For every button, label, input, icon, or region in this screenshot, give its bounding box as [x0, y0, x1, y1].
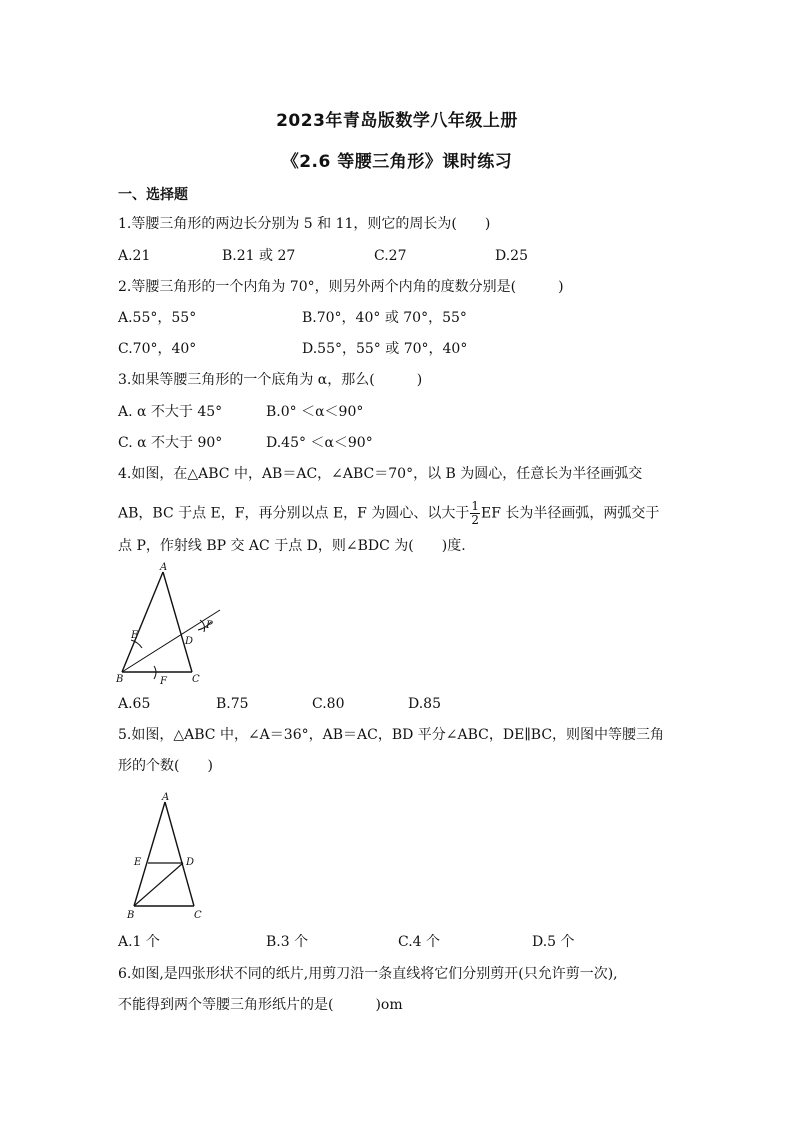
page-subtitle: 《2.6 等腰三角形》课时练习 — [281, 152, 513, 172]
fraction-numerator: 1 — [471, 499, 479, 513]
question-5-stem-line1: 5.如图，△ABC 中，∠A＝36°，AB＝AC，BD 平分∠ABC，DE∥BC，则图中等腰三角 — [118, 727, 665, 743]
q3-option-d: D.45° ＜α＜90° — [266, 435, 373, 451]
q4-triangle-figure — [114, 560, 226, 688]
label-e: E — [134, 857, 142, 868]
q4-line2-part1: AB，BC 于点 E，F，再分别以点 E，F 为圆心、以大于 — [118, 505, 470, 522]
label-b: B — [116, 674, 124, 685]
question-5-stem-line2: 形的个数( ) — [118, 758, 213, 774]
question-6-stem-line2: 不能得到两个等腰三角形纸片的是( )om — [118, 997, 403, 1013]
q3-option-b: B.0° ＜α＜90° — [266, 404, 364, 420]
section-heading: 一、选择题 — [118, 187, 188, 203]
question-1-stem: 1.等腰三角形的两边长分别为 5 和 11，则它的周长为( ) — [118, 216, 491, 232]
q4-line2-part2: EF 长为半径画弧，两弧交于 — [480, 505, 660, 522]
side-ac — [163, 572, 192, 672]
side-ab — [134, 802, 165, 906]
side-ac — [165, 802, 194, 906]
question-4-stem-line2 — [118, 500, 659, 527]
q1-option-d: D.25 — [495, 248, 528, 264]
label-e: E — [131, 630, 139, 641]
label-a: A — [162, 792, 170, 803]
q4-option-b: B.75 — [216, 696, 249, 712]
fraction-one-half — [470, 500, 480, 527]
label-d: D — [185, 636, 194, 647]
q5-option-b: B.3 个 — [266, 934, 309, 950]
q5-option-a: A.1 个 — [118, 934, 160, 950]
question-3-stem: 3.如果等腰三角形的一个底角为 α，那么( ) — [118, 372, 423, 388]
q4-option-d: D.85 — [408, 696, 441, 712]
q2-option-c: C.70°，40° — [118, 341, 197, 357]
fraction-denominator: 2 — [471, 513, 479, 527]
label-a: A — [160, 562, 168, 573]
label-p: P — [206, 620, 213, 631]
question-4-stem-line3: 点 P，作射线 BP 交 AC 于点 D，则∠BDC 为( )度. — [118, 538, 466, 554]
q2-option-b: B.70°，40° 或 70°，55° — [302, 310, 467, 326]
question-6-stem-line1: 6.如图,是四张形状不同的纸片,用剪刀沿一条直线将它们分别剪开(只允许剪一次), — [118, 966, 618, 982]
q5-option-c: C.4 个 — [398, 934, 441, 950]
q2-option-a: A.55°，55° — [118, 310, 197, 326]
question-2-stem: 2.等腰三角形的一个内角为 70°，则另外两个内角的度数分别是( ) — [118, 279, 564, 295]
q4-option-c: C.80 — [312, 696, 345, 712]
label-f: F — [160, 676, 167, 687]
q5-triangle-figure — [124, 790, 210, 920]
question-4-stem-line1: 4.如图，在△ABC 中，AB＝AC，∠ABC＝70°，以 B 为圆心，任意长为半径画弧交 — [118, 466, 643, 482]
q1-option-b: B.21 或 27 — [222, 248, 296, 264]
q3-option-c: C. α 不大于 90° — [118, 435, 223, 451]
side-ab — [122, 572, 163, 672]
q3-option-a: A. α 不大于 45° — [118, 404, 223, 420]
q5-option-d: D.5 个 — [532, 934, 575, 950]
q4-option-a: A.65 — [118, 696, 151, 712]
q2-option-d: D.55°，55° 或 70°，40° — [302, 341, 468, 357]
label-b: B — [127, 910, 135, 920]
q1-option-a: A.21 — [118, 248, 151, 264]
segment-bd — [134, 863, 183, 906]
label-d: D — [186, 857, 195, 868]
q1-option-c: C.27 — [374, 248, 407, 264]
page-title: 2023年青岛版数学八年级上册 — [276, 111, 518, 131]
label-c: C — [192, 674, 200, 685]
label-c: C — [194, 910, 202, 920]
